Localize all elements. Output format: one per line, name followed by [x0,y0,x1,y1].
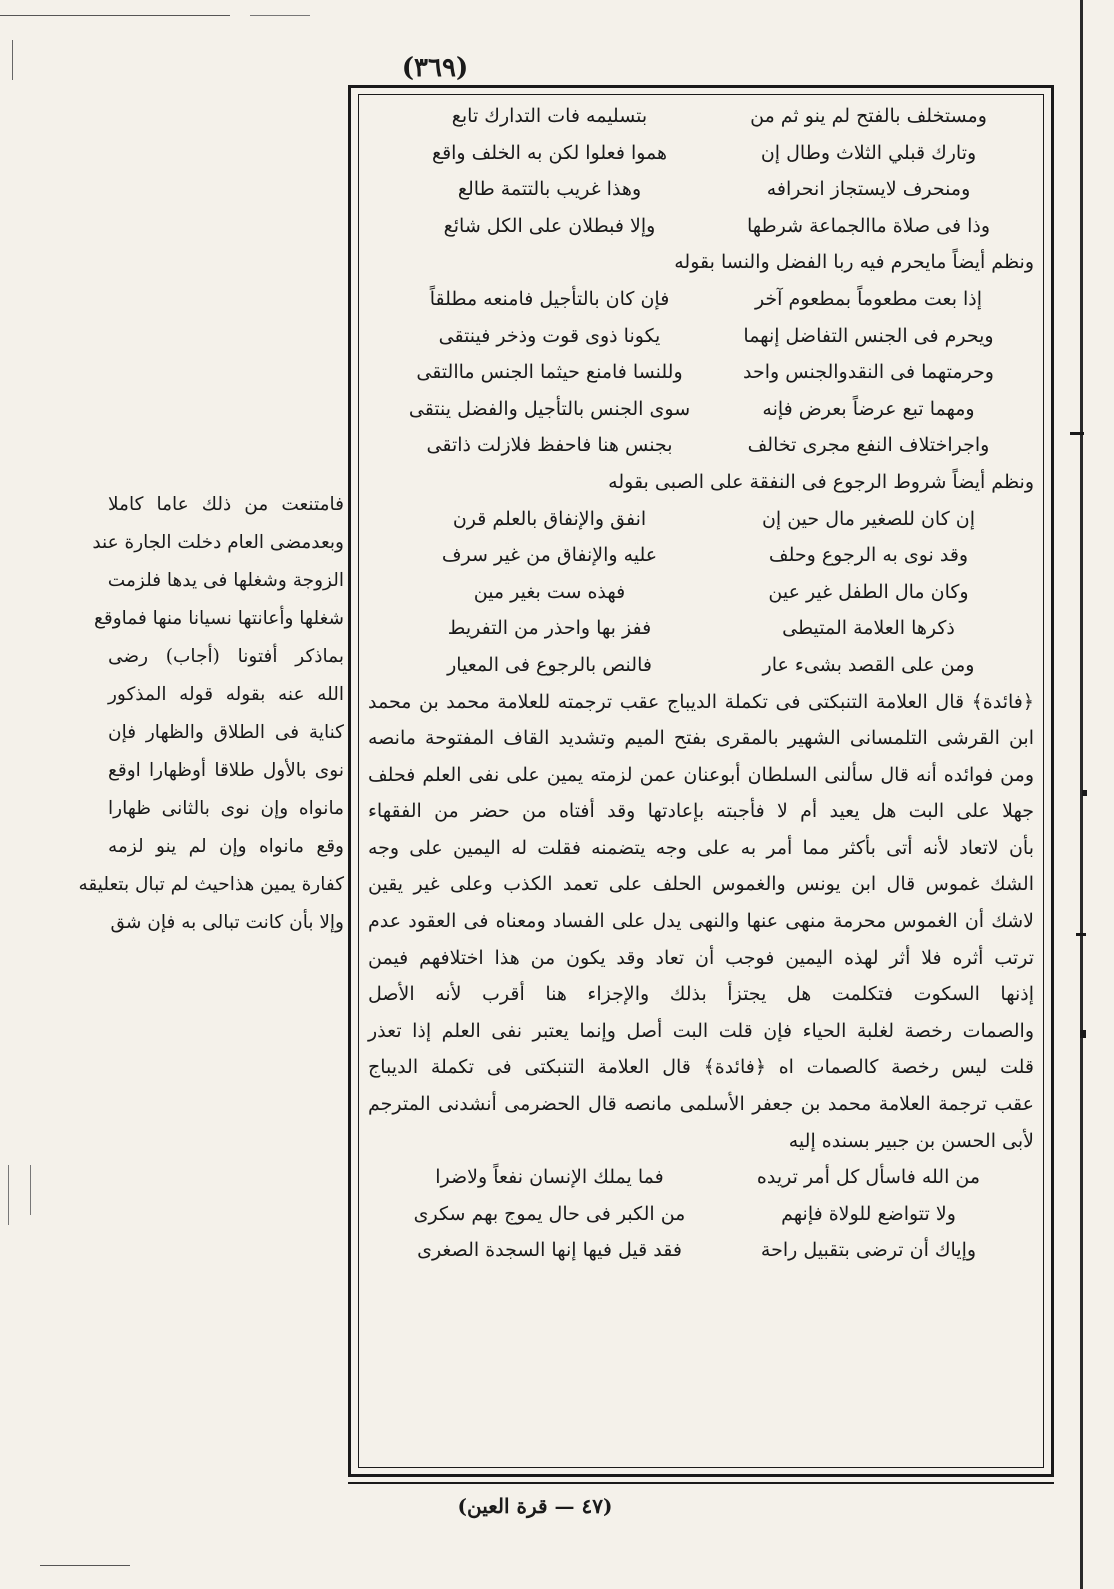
prose-line: لأبى الحسن بن جبير بسنده إليه [788,1129,1034,1152]
verse-line [362,610,1040,647]
verse-first-hemistich: ومستخلف بالفتح لم ينو ثم من [750,105,987,127]
verse-first-hemistich: وتارك قبلي الثلاث وطال إن [760,141,977,164]
top-scan-rule [0,15,230,16]
prose-line: جهلا على البت هل يعيد أم لا فأجبته بإعادتها وقد أفتاه من حضر من الفقهاء [368,800,1034,823]
verse-line [362,647,1040,684]
prose-line: والصمات رخصة لغلبة الحياء فإن قلت البت أصل وإنما يعتبر نفى العلم إذا تعذر [368,1019,1034,1042]
footer-signature: (٤٧ — قرة العين) [457,1494,613,1518]
prose-line: ترتب أثره فلا أثر لهذه اليمين فوجب أن تعاد وقد يكون من هذا اختلافهم فيمن [368,946,1034,969]
verse-first-hemistich: إن كان للصغير مال حين إن [761,507,976,530]
verse-first-hemistich: من الله فاسأل كل أمر تريده [756,1166,981,1189]
verse-line [362,318,1040,355]
verse-line [362,98,1040,135]
verse-first-hemistich: ويحرم فى الجنس التفاضل إنهما [743,324,994,347]
verse-line [362,574,1040,611]
verse-line [362,1159,1040,1196]
verse-second-hemistich: فإن كان بالتأجيل فامنعه مطلقاً [429,287,670,310]
verse-second-hemistich: فقد قيل فيها إنها السجدة الصغرى [417,1239,682,1262]
margin-gloss-line: كناية فى الطلاق والظهار فإن [108,722,344,743]
verse-first-hemistich: ولا تتواضع للولاة فإنهم [781,1202,956,1225]
margin-gloss-line: فامتنعت من ذلك عاما كاملا [108,494,344,515]
verse-line [362,427,1040,464]
margin-gloss-line: كفارة يمين هذاحيث لم تبال بتعليقه [78,874,344,895]
section-heading: ونظم أيضاً مايحرم فيه ربا الفضل والنسا بقوله [674,251,1034,274]
verse-second-hemistich: فالنص بالرجوع فى المعيار [447,653,652,676]
verse-second-hemistich: وإلا فبطلان على الكل شائع [443,214,656,237]
top-scan-dash [250,15,310,16]
prose-line: عقب ترجمة العلامة محمد بن جعفر الأسلمى مانصه قال الحضرمى أنشدنى المترجم [368,1093,1034,1116]
verse-first-hemistich: ومهما تبع عرضاً بعرض فإنه [762,397,975,420]
verse-second-hemistich: عليه والإنفاق من غير سرف [441,544,658,567]
bottom-scan-rule [40,1565,130,1566]
margin-gloss-line: الزوجة وشغلها فى يدها فلزمت [107,570,344,591]
verse-first-hemistich: ومنحرف لايستجاز انحرافه [766,178,971,201]
margin-gloss-line: وقع مانواه وإن لم ينو لزمه [108,836,344,857]
verse-line [362,281,1040,318]
section-heading: ونظم أيضاً شروط الرجوع فى النفقة على الصبى بقوله [608,470,1034,493]
left-scan-edge [12,40,13,80]
verse-line [362,501,1040,538]
verse-second-hemistich: سوى الجنس بالتأجيل والفضل ينتقى [408,397,691,420]
verse-second-hemistich: وهذا غريب بالتتمة طالع [457,178,642,201]
margin-gloss-line: وبعدمضى العام دخلت الجارة عند [92,532,344,553]
verse-first-hemistich: وإياك أن ترضى بتقبيل راحة [760,1239,977,1262]
verse-line [362,171,1040,208]
verse-second-hemistich: انفق والإنفاق بالعلم قرن [452,507,647,530]
margin-gloss-line: شغلها وأعانتها نسيانا منها فماوقع [94,608,344,629]
prose-line: الشك غموس قال ابن يونس والغموس الحلف على تعمد الكذب وعلى غير يقين [368,873,1034,896]
verse-second-hemistich: هموا فعلوا لكن به الخلف واقع [431,141,668,164]
verse-first-hemistich: وكان مال الطفل غير عين [768,580,969,603]
margin-gloss [78,486,344,942]
right-margin-tick-2 [1076,933,1086,936]
verse-first-hemistich: وذا فى صلاة ماالجماعة شرطها [746,214,991,237]
verse-first-hemistich: إذا بعت مطعوماً بمطعوم آخر [754,287,983,310]
verse-second-hemistich: ففز بها واحذر من التفريط [447,617,652,640]
verse-second-hemistich: فهذه ست بغير مين [473,580,626,603]
left-scan-edge-lower-2 [30,1165,31,1215]
right-margin-tick [1070,432,1084,435]
margin-gloss-line: وإلا بأن كانت تبالى به فإن شق [110,912,344,933]
verse-line [362,135,1040,172]
verse-line [362,537,1040,574]
verse-first-hemistich: وحرمتهما فى النقدوالجنس واحد [743,361,994,384]
page-number: (٣٦٩) [401,53,469,83]
right-margin-dot-2 [1080,1030,1086,1038]
verse-second-hemistich: بتسليمه فات التدارك تابع [451,105,648,127]
verse-line [362,391,1040,428]
verse-second-hemistich: يكونا ذوى قوت وذخر فينتقى [438,324,661,347]
prose-line: ابن القرشى التلمسانى الشهير بالمقرى بفتح الميم وتشديد القاف المفتوحة مانصه [368,727,1034,750]
margin-gloss-line: الله عنه بقوله قوله المذكور [108,684,344,705]
verse-second-hemistich: وللنسا فامنع حيثما الجنس ماالتقى [416,361,683,384]
verse-line [362,1196,1040,1233]
main-text [362,98,1040,1470]
margin-gloss-line: نوى بالأول طلاقا أوظهارا اوقع [108,760,344,781]
verse-second-hemistich: فما يملك الإنسان نفعاً ولاضرا [435,1166,664,1189]
verse-first-hemistich: واجراختلاف النفع مجرى تخالف [747,434,990,457]
verse-second-hemistich: من الكبر فى حال يموج بهم سكرى [413,1202,686,1225]
prose-line: قلت ليس رخصة كالصمات اه ﴿فائدة﴾ قال العلامة التنبكتى فى تكملة الديباج [368,1056,1034,1079]
prose-line: بأن لاتعاد لأنه أتى بأكثر مما أمر به على وجه يتضمنه فقلت له اليمين على وجه [368,836,1034,859]
right-margin-dot [1082,790,1087,796]
verse-second-hemistich: بجنس هنا فاحفظ فلازلت ذاتقى [426,434,673,457]
margin-gloss-line: بماذكر أفتونا (أجاب) رضى [108,646,344,667]
margin-gloss-line: مانواه وإن نوى بالثانى ظهارا [108,798,344,819]
frame-bottom-rule [348,1482,1054,1484]
prose-line: إذنها السكوت فتكلمت هل يجتزأ بذلك والإجزاء هنا أقرب لأنه الأصل [368,983,1034,1006]
left-scan-edge-lower [8,1165,9,1225]
prose-line: لاشك أن الغموس محرمة منهى عنها والنهى يدل على الفساد ومعناه فى العقود عدم [368,910,1034,933]
verse-line [362,354,1040,391]
verse-line [362,1232,1040,1269]
verse-first-hemistich: وقد نوى به الرجوع وحلف [768,544,969,567]
verse-first-hemistich: ذكرها العلامة المتيطى [782,617,955,640]
prose-line: ﴿فائدة﴾ قال العلامة التنبكتى فى تكملة الديباج عقب ترجمته للعلامة محمد بن محمد [368,690,1034,713]
verse-first-hemistich: ومن على القصد بشىء عار [762,653,975,676]
verse-line [362,208,1040,245]
prose-line: ومن فوائده أنه قال سألنى السلطان أبوعنان عمن لزمته يمين على نفى العلم فحلف [368,763,1034,786]
